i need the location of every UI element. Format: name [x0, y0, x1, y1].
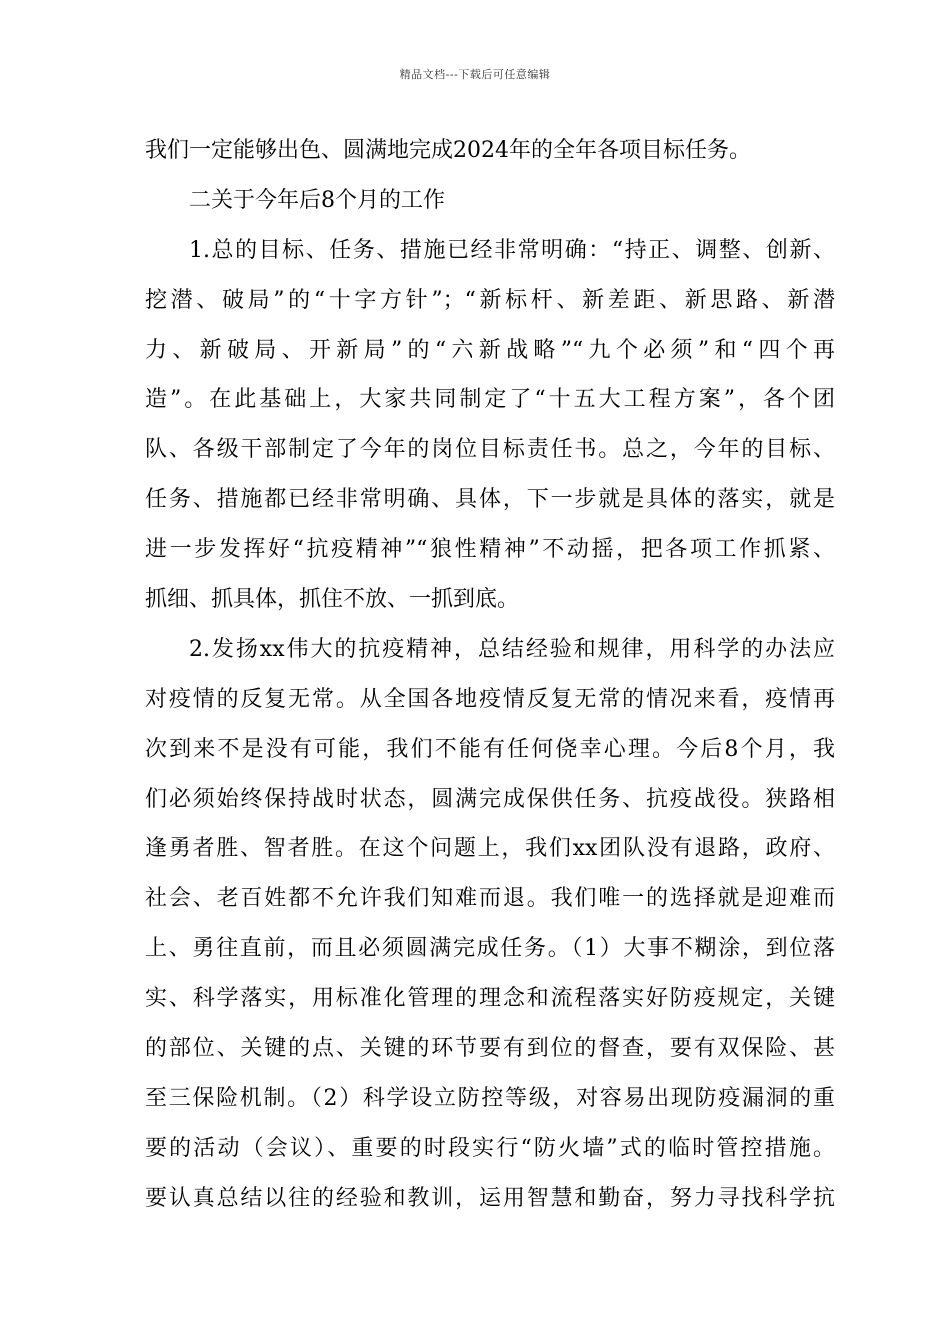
text-line: 逢勇者胜、智者胜。在这个问题上，我们xx团队没有退路，政府、: [145, 836, 835, 862]
text-line: 抓细、抓具体，抓住不放、一抓到底。: [145, 587, 520, 613]
text-line: 要认真总结以往的经验和教训，运用智慧和勤奋，努力寻找科学抗: [145, 1185, 835, 1211]
text-line: 进一步发挥好“抗疫精神”“狼性精神”不动摇，把各项工作抓紧、: [145, 537, 835, 563]
text-line: 上、勇往直前，而且必须圆满完成任务。（1）大事不糊涂，到位落: [145, 936, 835, 962]
text-line: 实、科学落实，用标准化管理的理念和流程落实好防疫规定，关键: [145, 986, 835, 1012]
text-line: 1.总的目标、任务、措施已经非常明确：“持正、调整、创新、: [189, 237, 835, 263]
text-line: 们必须始终保持战时状态，圆满完成保供任务、抗疫战役。狭路相: [145, 786, 835, 812]
text-line: 队、各级干部制定了今年的岗位目标责任书。总之，今年的目标、: [145, 437, 835, 463]
document-body: [145, 126, 835, 1224]
text-line: 力、新破局、开新局”的“六新战略”“九个必须”和“四个再: [145, 337, 835, 363]
text-line: 对疫情的反复无常。从全国各地疫情反复无常的情况来看，疫情再: [145, 686, 835, 712]
text-line: 2.发扬xx伟大的抗疫精神，总结经验和规律，用科学的办法应: [189, 636, 835, 662]
text-line: 社会、老百姓都不允许我们知难而退。我们唯一的选择就是迎难而: [145, 886, 835, 912]
text-line: 挖潜、破局”的“十字方针”；“新标杆、新差距、新思路、新潜: [145, 287, 835, 313]
text-line: 造”。在此基础上，大家共同制定了“十五大工程方案”，各个团: [145, 387, 835, 413]
page-header: 精品文档---下载后可任意编辑: [399, 68, 551, 81]
text-line: 的部位、关键的点、关键的环节要有到位的督查，要有双保险、甚: [145, 1036, 835, 1062]
section-heading: 二关于今年后8个月的工作: [189, 187, 445, 213]
text-line: 要的活动（会议）、重要的时段实行“防火墙”式的临时管控措施。: [145, 1135, 835, 1161]
text-line: 次到来不是没有可能，我们不能有任何侥幸心理。今后8个月，我: [145, 736, 835, 762]
text-line: 我们一定能够出色、圆满地完成2024年的全年各项目标任务。: [145, 138, 751, 163]
text-line: 至三保险机制。（2）科学设立防控等级，对容易出现防疫漏洞的重: [145, 1085, 835, 1111]
text-line: 任务、措施都已经非常明确、具体，下一步就是具体的落实，就是: [145, 487, 835, 513]
